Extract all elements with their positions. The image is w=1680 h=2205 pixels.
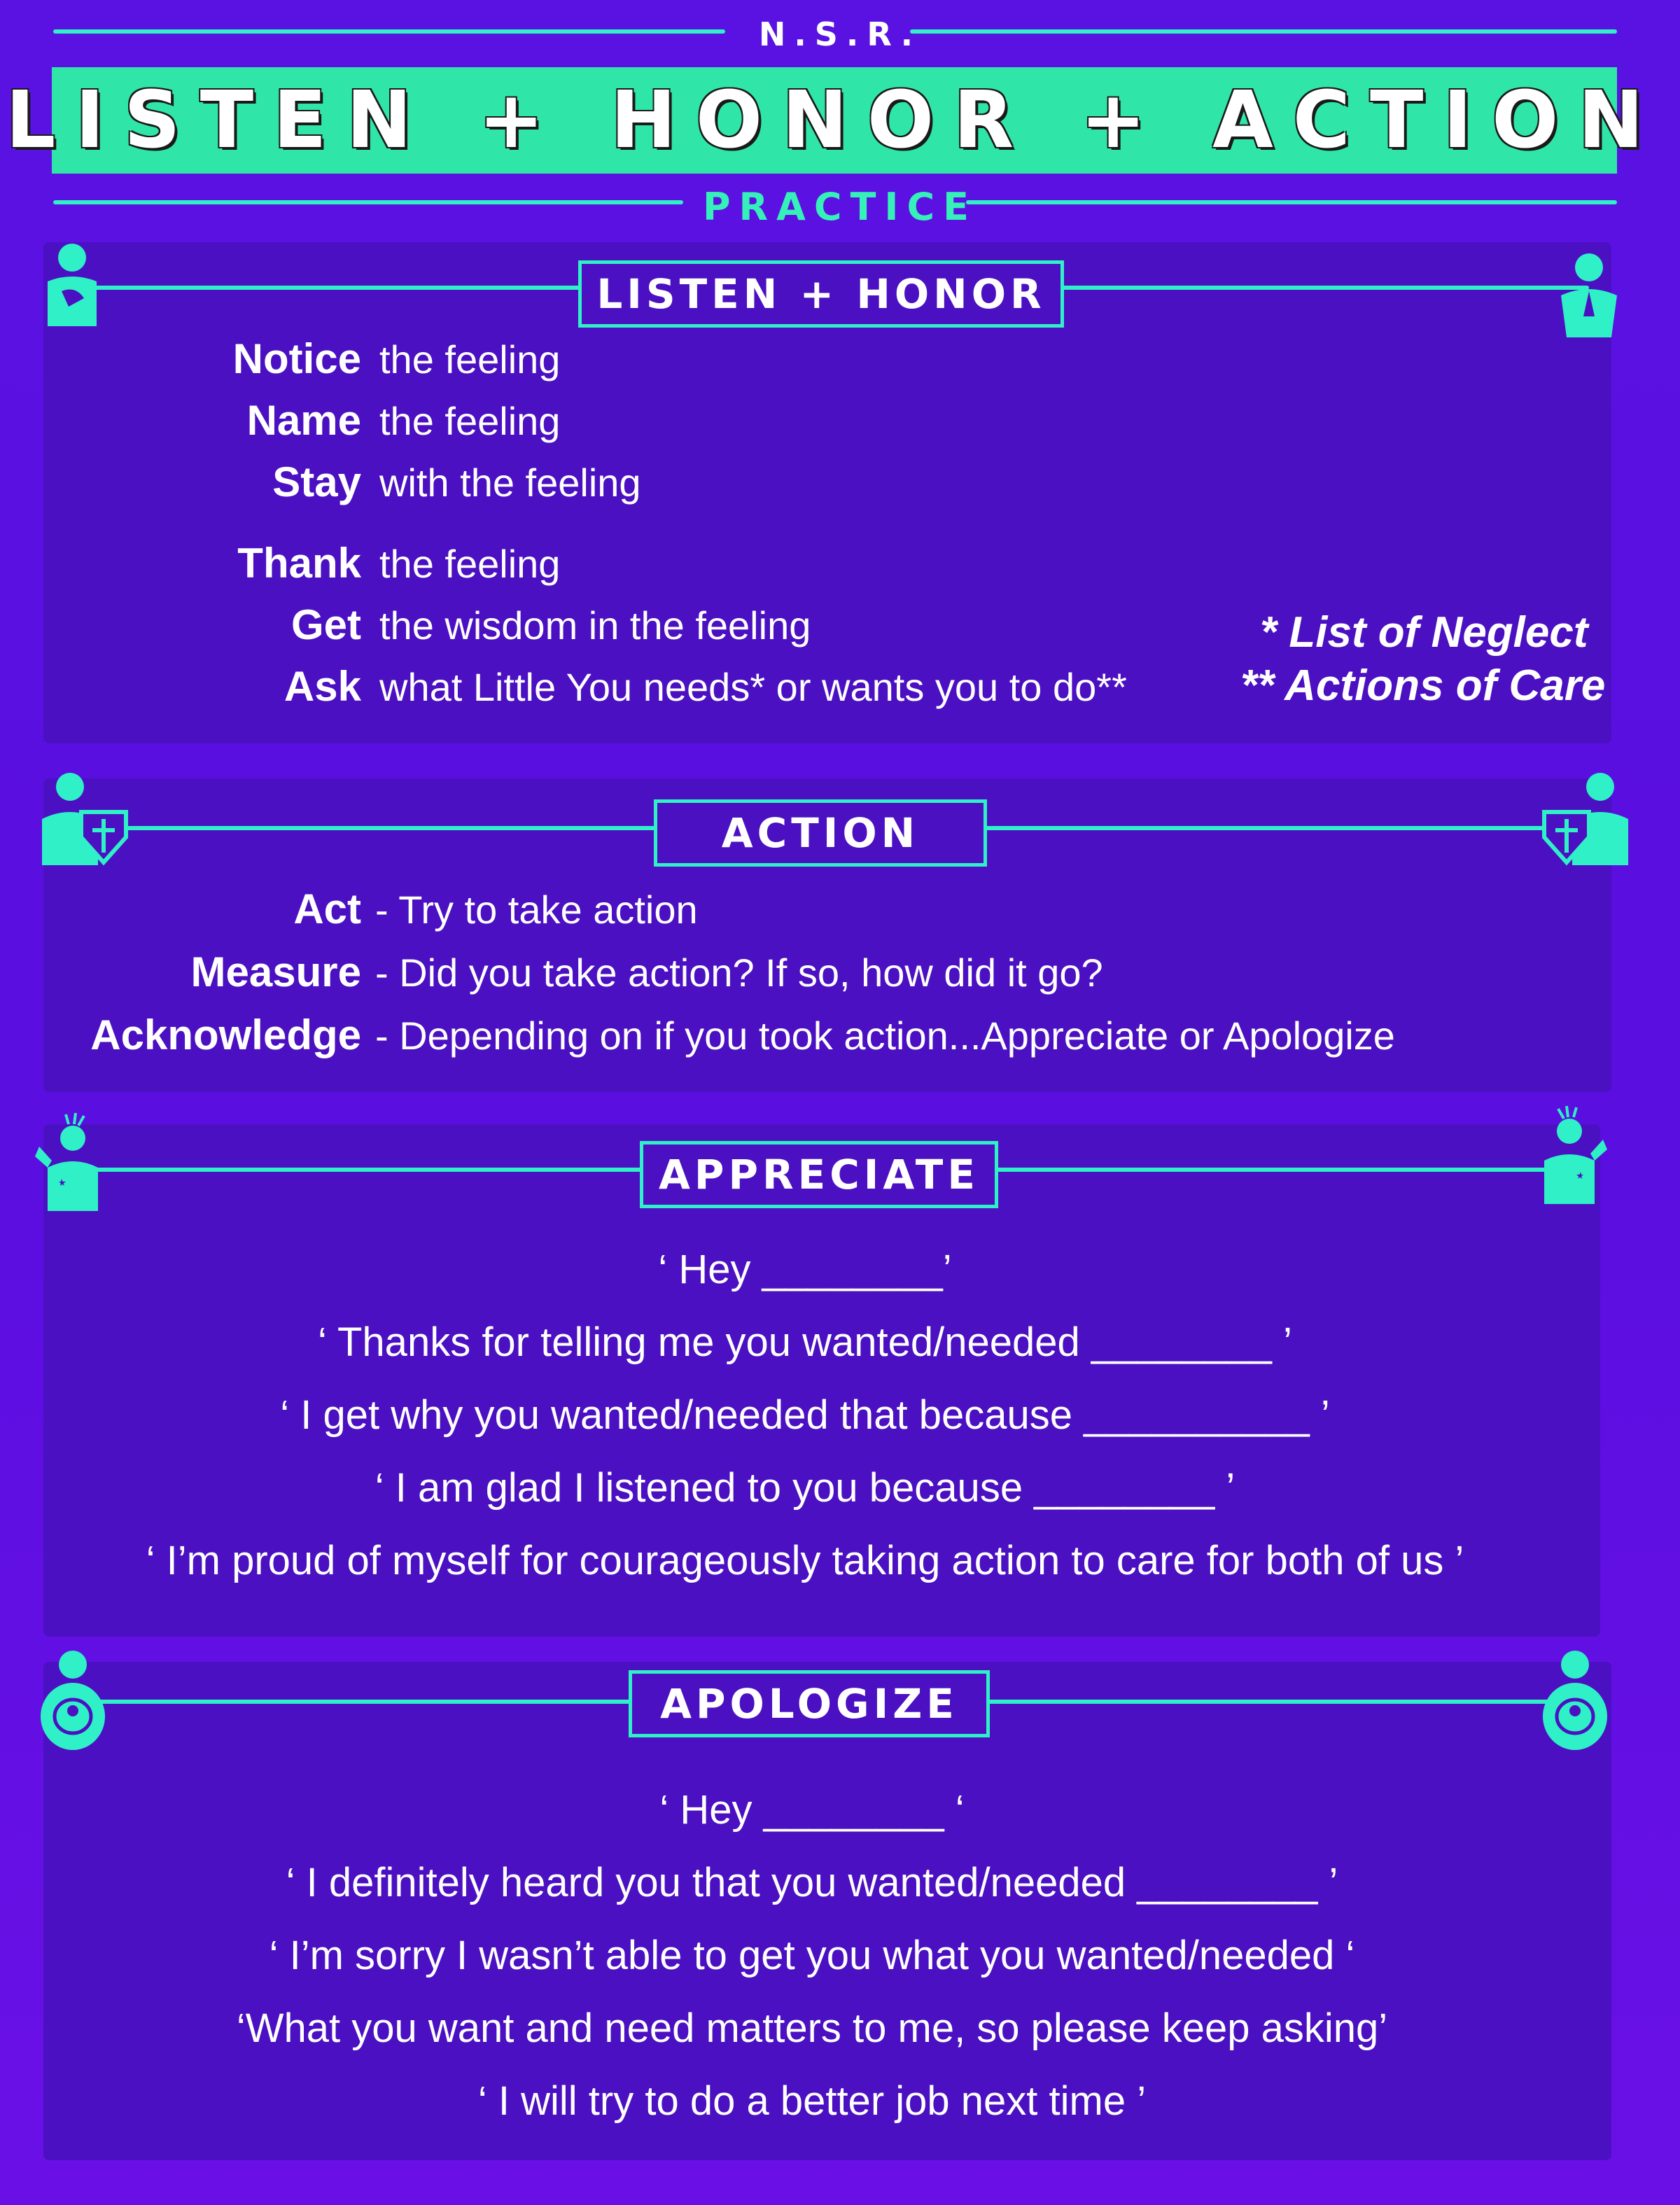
step-verb: Act <box>293 886 361 932</box>
step-verb: Acknowledge <box>90 1011 361 1058</box>
appreciate-line: ‘ I am glad I listened to you because ________ ’ <box>374 1465 1236 1511</box>
section-label-apologize: APOLOGIZE <box>629 1670 990 1737</box>
step-row <box>42 662 1127 710</box>
apologize-line: ‘What you want and need matters to me, so please keep asking’ <box>236 2005 1388 2051</box>
subtitle: PRACTICE <box>702 185 978 229</box>
step-text: - Did you take action? If so, how did it go? <box>375 951 1103 995</box>
person-with-shield-icon <box>31 770 134 868</box>
step-verb: Stay <box>272 458 361 505</box>
section-label-appreciate: APPRECIATE <box>640 1141 998 1208</box>
praying-person-icon <box>1555 252 1623 339</box>
section-label-action: ACTION <box>654 799 987 867</box>
step-text: the feeling <box>379 542 561 586</box>
step-text: the feeling <box>379 337 561 382</box>
apologize-line: ‘ I will try to do a better job next time ’ <box>477 2078 1147 2124</box>
step-verb: Ask <box>284 663 361 710</box>
step-row <box>42 396 560 444</box>
step-text: the wisdom in the feeling <box>379 603 811 648</box>
step-text: what Little You needs* or wants you to do** <box>379 665 1127 709</box>
flexing-proud-person-icon <box>31 1112 109 1214</box>
step-row <box>42 948 1103 996</box>
step-verb: Get <box>290 601 361 648</box>
step-text: the feeling <box>379 399 561 443</box>
page-title: LISTEN + HONOR + ACTION <box>5 75 1664 166</box>
org-label: N.S.R. <box>758 15 922 53</box>
step-row <box>42 1011 1395 1059</box>
appreciate-line: ‘ Thanks for telling me you wanted/needed ________ ’ <box>318 1320 1292 1365</box>
step-row <box>42 601 811 649</box>
step-row <box>42 885 698 933</box>
apologize-line: ‘ I definitely heard you that you wanted/needed ________ ’ <box>286 1860 1338 1905</box>
step-verb: Notice <box>232 335 361 382</box>
step-text: - Depending on if you took action...Appreciate or Apologize <box>375 1014 1395 1058</box>
self-hug-person-icon <box>1537 1648 1613 1754</box>
hand-on-heart-person-icon <box>41 242 104 333</box>
appreciate-line: ‘ Hey ________’ <box>658 1247 952 1292</box>
apologize-line: ‘ Hey ________ ‘ <box>659 1787 965 1833</box>
step-row <box>42 458 641 506</box>
section-label-listen-honor: LISTEN + HONOR <box>578 260 1064 328</box>
step-text: with the feeling <box>379 461 641 505</box>
self-hug-person-icon <box>35 1648 111 1754</box>
flexing-proud-person-icon <box>1533 1105 1611 1207</box>
person-with-shield-icon <box>1536 770 1639 868</box>
appreciate-line: ‘ I’m proud of myself for courageously taking action to care for both of us ’ <box>146 1538 1464 1583</box>
footnote-care: ** Actions of Care <box>1240 662 1606 710</box>
step-row <box>42 539 560 587</box>
title-banner <box>5 67 1664 174</box>
step-verb: Measure <box>190 948 361 995</box>
step-verb: Name <box>246 397 361 444</box>
step-text: - Try to take action <box>375 888 698 932</box>
step-verb: Thank <box>237 540 361 587</box>
apologize-line: ‘ I’m sorry I wasn’t able to get you what you wanted/needed ‘ <box>269 1933 1355 1978</box>
step-row <box>42 335 560 383</box>
appreciate-line: ‘ I get why you wanted/needed that because __________ ’ <box>280 1392 1330 1438</box>
footnote-neglect: * List of Neglect <box>1260 608 1588 657</box>
